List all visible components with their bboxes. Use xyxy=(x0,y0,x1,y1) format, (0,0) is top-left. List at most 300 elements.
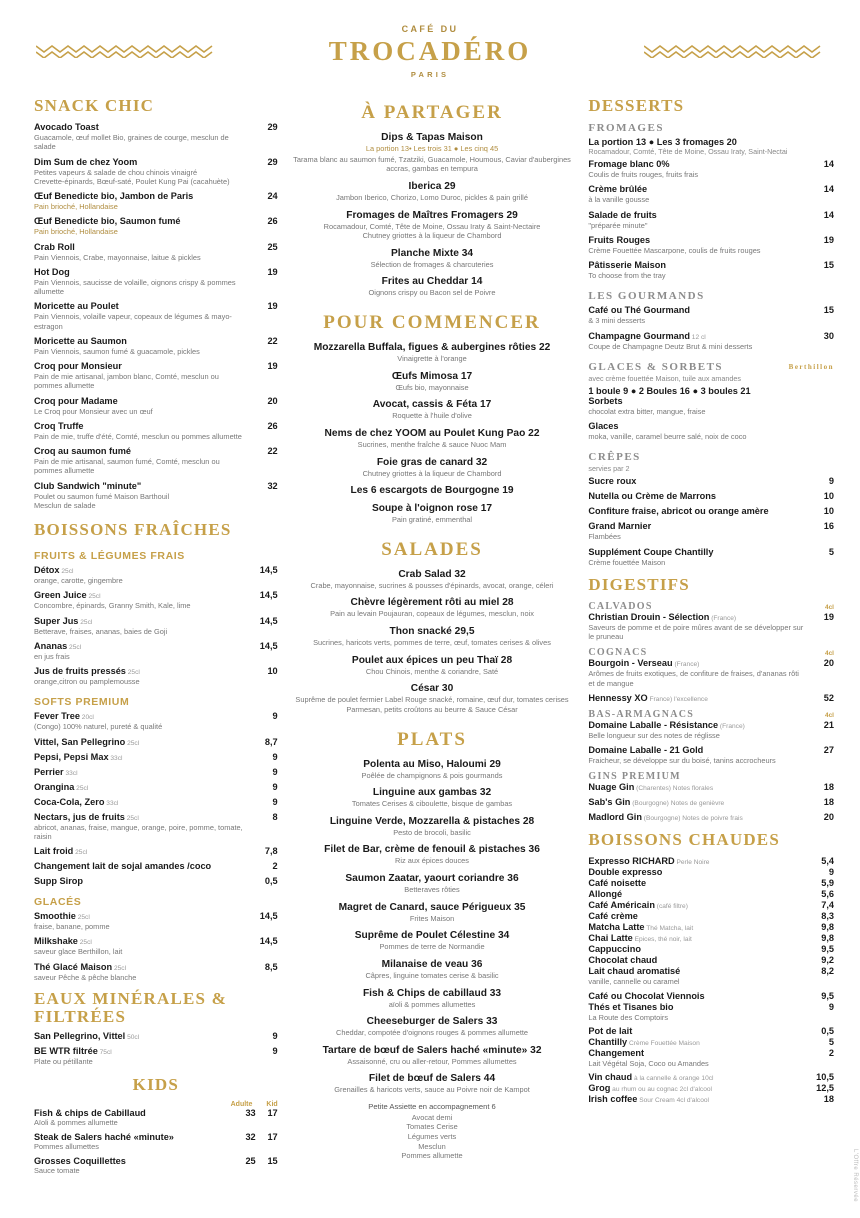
jus-price: 10 xyxy=(267,666,278,676)
glaces-items-list xyxy=(588,396,834,442)
boisson-chaude-item xyxy=(588,1048,834,1068)
commencer-desc-line: Sucrines, menthe fraîche & sauce Nuoc Mam xyxy=(357,439,507,449)
digestif-row xyxy=(588,812,834,822)
commencer-name: Œufs Mimosa 17 xyxy=(391,370,473,382)
soft-row xyxy=(34,876,278,886)
column-right xyxy=(578,96,850,1180)
accompagnement-title: Petite Assiette en accompagnement 6 xyxy=(368,1102,496,1111)
column-left xyxy=(10,96,286,1180)
accompagnement-block xyxy=(292,1102,573,1161)
partager-desc-line: Chutney griottes à la liqueur de Chambord xyxy=(362,231,502,241)
dessert-price: 14 xyxy=(823,209,834,220)
soft-row xyxy=(34,846,278,856)
boisson-chaude-row xyxy=(588,955,834,965)
eau-desc-line: Plate ou pétillante xyxy=(34,1057,93,1067)
boisson-chaude-item xyxy=(588,922,834,932)
dessert-name: Fruits Rouges xyxy=(588,234,651,245)
menu-header xyxy=(0,0,860,96)
subsection-les-gourmands: LES GOURMANDS xyxy=(588,290,705,303)
crepe-desc-line: Flambées xyxy=(588,532,621,542)
snack-desc-line: Poulet ou saumon fumé Maison Barthouil xyxy=(34,491,170,501)
boisson-chaude-item xyxy=(588,1026,834,1036)
snack-desc xyxy=(34,227,249,236)
gourmand-item xyxy=(588,331,834,351)
boisson-chaude-name: Café ou Chocolat Viennois xyxy=(588,990,705,1001)
jus-item xyxy=(34,565,278,585)
soft-price: 9 xyxy=(272,766,278,777)
glace-desc-line: saveur Pêche & pêche blanche xyxy=(34,972,137,982)
partager-desc xyxy=(292,288,573,298)
kids-desc: Pommes allumettes xyxy=(34,1141,99,1151)
boisson-chaude-row xyxy=(588,933,834,943)
partager-item xyxy=(292,210,573,241)
partager-desc xyxy=(292,144,573,154)
boisson-chaude-item xyxy=(588,933,834,943)
dessert-desc xyxy=(588,221,803,230)
plat-item xyxy=(292,988,573,1010)
snack-price: 24 xyxy=(267,191,278,201)
crepe-item xyxy=(588,547,834,567)
glace-sorbet-desc xyxy=(588,432,803,441)
salade-name: Poulet aux épices un peu Thaï 28 xyxy=(351,654,513,666)
soft-price: 7,8 xyxy=(264,846,278,856)
soft-item xyxy=(34,797,278,807)
digestif-group-cl: 4cl xyxy=(824,650,834,658)
crepe-name: Confiture fraise, abricot ou orange amère xyxy=(588,506,769,517)
boisson-chaude-row xyxy=(588,856,834,866)
snack-price: 19 xyxy=(267,266,278,277)
soft-name: Supp Sirop xyxy=(34,876,83,886)
boisson-chaude-price: 9 xyxy=(828,1001,834,1012)
boisson-chaude-row xyxy=(588,922,834,932)
commencer-desc xyxy=(292,411,573,421)
soft-size: 25cl xyxy=(73,849,88,856)
berthillon-badge: Berthillon xyxy=(788,362,834,371)
boisson-chaude-price: 8,3 xyxy=(821,911,834,922)
plat-name: Filet de bœuf de Salers 44 xyxy=(368,1073,496,1085)
kids-name: Fish & chips de Cabillaud xyxy=(34,1107,146,1118)
gourmand-name: Café ou Thé Gourmand xyxy=(588,305,690,316)
digestif-item xyxy=(588,782,834,792)
boisson-chaude-item xyxy=(588,1094,834,1104)
kids-desc: Sauce tomate xyxy=(34,1166,80,1176)
glace-item xyxy=(34,936,278,956)
snack-name: Club Sandwich "minute" xyxy=(34,480,142,491)
snack-desc xyxy=(34,347,249,356)
digestif-item xyxy=(588,658,834,688)
soft-item xyxy=(34,812,278,842)
crepe-price: 16 xyxy=(823,521,834,532)
boisson-chaude-item xyxy=(588,955,834,965)
soft-row xyxy=(34,812,278,822)
dessert-price: 14 xyxy=(823,159,834,169)
plat-desc-line: Tomates Cerises & ciboulette, bisque de gambas xyxy=(351,799,513,809)
soft-name: Lait froid 25cl xyxy=(34,846,88,856)
boisson-chaude-row xyxy=(588,889,834,899)
boisson-chaude-price: 12,5 xyxy=(816,1083,834,1093)
subsection-fromages: FROMAGES xyxy=(588,122,664,134)
boisson-chaude-item xyxy=(588,944,834,954)
snack-row xyxy=(34,481,278,491)
snack-item xyxy=(34,421,278,441)
digestif-row xyxy=(588,720,834,730)
boisson-chaude-price: 9,8 xyxy=(821,933,834,944)
digestif-group-name: GINS PREMIUM xyxy=(588,771,681,783)
dessert-desc xyxy=(588,246,803,255)
digestif-price: 18 xyxy=(823,782,834,793)
plat-desc xyxy=(292,771,573,781)
boisson-chaude-row xyxy=(588,966,834,976)
crepes-list xyxy=(588,476,834,567)
boisson-chaude-item xyxy=(588,1037,834,1047)
snack-price: 25 xyxy=(267,241,278,252)
jus-row xyxy=(34,616,278,626)
partager-name: Dips & Tapas Maison xyxy=(381,132,483,143)
soft-name: Perrier 33cl xyxy=(34,766,78,777)
boisson-chaude-note: au rhum ou au cognac 2cl d'alcool xyxy=(610,1086,713,1093)
eau-item xyxy=(34,1046,278,1066)
digestif-group-header xyxy=(588,601,834,612)
digestif-name: Sab's Gin (Bourgogne) Notes de genièvre xyxy=(588,797,725,808)
boisson-chaude-row xyxy=(588,1048,834,1058)
plat-name: Milanaise de veau 36 xyxy=(381,958,483,970)
kids-name: Grosses Coquillettes xyxy=(34,1156,126,1167)
snack-row xyxy=(34,336,278,346)
jus-size: 25cl xyxy=(78,618,93,626)
plats-list xyxy=(292,759,573,1096)
boisson-chaude-price: 9 xyxy=(828,867,834,878)
crepe-desc xyxy=(588,558,803,567)
dessert-name: Crème brûlée xyxy=(588,184,648,195)
plat-desc-line: Pesto de brocoli, basilic xyxy=(393,827,471,837)
glace-name: Milkshake 25cl xyxy=(34,936,92,947)
salades-list xyxy=(292,569,573,715)
snack-row xyxy=(34,267,278,277)
kids-col-kid: Kid xyxy=(266,1100,278,1108)
digestif-desc: Saveurs de pomme et de poire mûres avant de se développer sur le pruneau xyxy=(588,622,804,641)
snack-price: 19 xyxy=(267,301,278,312)
snack-desc xyxy=(34,457,249,476)
snack-desc-line: Mesclun de salade xyxy=(34,500,96,510)
soft-desc xyxy=(34,823,249,842)
soft-item xyxy=(34,767,278,777)
partager-desc-line: Oignons crispy ou Bacon sel de Poivre xyxy=(368,288,496,298)
salade-name: César 30 xyxy=(410,683,454,695)
snack-item xyxy=(34,242,278,262)
crepe-item xyxy=(588,476,834,486)
commencer-desc xyxy=(292,515,573,525)
plat-desc xyxy=(292,1000,573,1010)
crepes-subtitle: servies par 2 xyxy=(588,464,630,474)
plat-desc xyxy=(292,1057,573,1067)
glace-sorbet-desc-line: chocolat extra bitter, mangue, fraise xyxy=(588,406,706,416)
boisson-chaude-name: Expresso RICHARD Perle Noire xyxy=(588,856,710,867)
snack-desc-line: Pain brioché, Hollandaise xyxy=(34,227,118,237)
plat-desc xyxy=(292,971,573,981)
boisson-chaude-price: 5 xyxy=(828,1036,834,1047)
snack-name: Croq Truffe xyxy=(34,420,84,431)
fromages-portion-line xyxy=(588,137,834,147)
dessert-price: 14 xyxy=(823,184,834,195)
salade-desc xyxy=(292,667,573,677)
snack-item xyxy=(34,301,278,331)
kids-list xyxy=(34,1108,278,1176)
soft-name: Fever Tree 20cl xyxy=(34,711,94,722)
plat-desc xyxy=(292,914,573,924)
digestif-group-header xyxy=(588,709,834,720)
digestif-price: 20 xyxy=(823,658,834,669)
salade-desc xyxy=(292,581,573,591)
crepe-item xyxy=(588,506,834,516)
crepe-item xyxy=(588,521,834,541)
snack-name: Avocado Toast xyxy=(34,122,99,132)
snack-price: 22 xyxy=(267,335,278,346)
pour-commencer-list xyxy=(292,342,573,525)
boisson-chaude-desc: La Route des Comptoirs xyxy=(588,1012,669,1022)
snack-row xyxy=(34,216,278,226)
soft-price: 9 xyxy=(272,711,278,722)
glace-sorbet-desc xyxy=(588,407,803,416)
digestif-row xyxy=(588,745,834,755)
boisson-chaude-price: 8,2 xyxy=(821,966,834,977)
snack-desc-line: Guacamole, œuf mollet Bio, graines de courge, mesclun de salade xyxy=(34,133,229,152)
eau-price: 9 xyxy=(272,1031,278,1042)
boisson-chaude-desc: vanille, cannelle ou caramel xyxy=(588,977,680,987)
digestif-group-name: CALVADOS xyxy=(588,600,653,612)
boisson-chaude-row xyxy=(588,944,834,954)
soft-price: 8,7 xyxy=(264,736,278,747)
plat-desc xyxy=(292,1085,573,1095)
partager-desc xyxy=(292,193,573,203)
jus-frais-list xyxy=(34,565,278,686)
boisson-chaude-note: (café filtre) xyxy=(654,903,688,911)
soft-row xyxy=(34,711,278,721)
boisson-chaude-name: Irish coffee Sour Cream 4cl d'alcool xyxy=(588,1094,710,1104)
kids-price-adult: 33 xyxy=(245,1107,256,1118)
plat-name: Linguine aux gambas 32 xyxy=(372,787,492,799)
gourmand-price: 30 xyxy=(823,330,834,341)
partager-item xyxy=(292,132,573,174)
kids-item xyxy=(34,1132,278,1151)
boisson-chaude-price: 9,2 xyxy=(821,955,834,966)
digestif-row xyxy=(588,693,834,703)
crepe-row xyxy=(588,476,834,486)
snack-desc-line: Crevette-épinards, Bœuf-saté, Poulet Kung Pai (cacahuète) xyxy=(34,176,230,186)
digestif-name: Nuage Gin (Charentes) Notes florales xyxy=(588,782,714,793)
digestif-name: Domaine Laballe - Résistance (France) xyxy=(588,719,745,730)
boisson-chaude-name: Café noisette xyxy=(588,878,647,889)
plat-item xyxy=(292,959,573,981)
snack-row xyxy=(34,396,278,406)
gourmand-row xyxy=(588,305,834,315)
glace-sorbet-row xyxy=(588,421,834,431)
soft-name: Changement lait de sojal amandes /coco xyxy=(34,861,212,871)
commencer-desc xyxy=(292,383,573,393)
boisson-chaude-price: 7,4 xyxy=(821,900,834,911)
crepe-price: 10 xyxy=(823,491,834,502)
digestif-name: Bourgoin - Verseau (France) xyxy=(588,658,700,669)
crepe-price: 5 xyxy=(828,546,834,557)
dessert-item xyxy=(588,260,834,280)
plat-desc-line: Grenailles & haricots verts, sauce au Poivre noir de Kampot xyxy=(334,1085,530,1095)
gourmand-item xyxy=(588,305,834,325)
glace-size: 25cl xyxy=(77,939,92,947)
plat-item xyxy=(292,873,573,895)
plat-desc-line: Riz aux épices douces xyxy=(395,856,469,866)
salade-desc-line: Sucrines, haricots verts, pommes de terre, œuf, tomates cerises & olives xyxy=(313,638,551,647)
fromages-description: Rocamadour, Comté, Tête de Moine, Ossau Iraty, Saint-Nectai xyxy=(588,147,788,156)
jus-desc xyxy=(34,601,249,610)
desserts-list xyxy=(588,159,834,280)
glace-sorbet-name: Glaces xyxy=(588,421,619,431)
salade-desc xyxy=(292,695,573,714)
digestif-origin: France) l'excellence xyxy=(647,695,708,703)
jus-size: 25cl xyxy=(59,568,74,575)
soft-desc-line: abricot, ananas, fraise, mangue, orange, poire, pomme, tomate, raisin xyxy=(34,822,243,841)
section-title-salades: SALADES xyxy=(381,538,483,560)
dessert-desc-line: Coulis de fruits rouges, fruits frais xyxy=(588,170,699,179)
dessert-desc xyxy=(588,271,803,280)
snack-item xyxy=(34,396,278,416)
snack-item xyxy=(34,157,278,187)
soft-item xyxy=(34,846,278,856)
snack-item xyxy=(34,481,278,511)
digestif-group-name: COGNACS xyxy=(588,647,648,659)
boisson-chaude-note: Crème Fouettée Maison xyxy=(627,1039,700,1047)
salade-name: Thon snacké 29,5 xyxy=(389,626,475,637)
snack-desc xyxy=(34,372,249,391)
digestif-desc: Fraicheur, se développe sur du boisé, tanins accrocheurs xyxy=(588,756,776,765)
plat-desc xyxy=(292,828,573,838)
snack-desc-line: Pain de mie artisanal, saumon fumé, Comté, mesclun ou pommes allumette xyxy=(34,457,220,476)
glace-desc xyxy=(34,922,249,931)
kids-price-adult: 32 xyxy=(245,1131,256,1142)
glace-name: Thé Glacé Maison 25cl xyxy=(34,961,127,972)
glace-price: 14,5 xyxy=(259,911,278,921)
plat-desc-line: Câpres, linguine tomates cerise & basilic xyxy=(365,970,499,980)
partager-desc-line: Sélection de fromages & charcuteries xyxy=(370,259,494,269)
boisson-chaude-item xyxy=(588,900,834,910)
digestif-origin: (Bourgogne) Notes de poivre frais xyxy=(641,815,743,823)
commencer-name: Avocat, cassis & Féta 17 xyxy=(372,399,492,411)
brand-city: PARIS xyxy=(410,70,450,79)
vertical-footer-note: L'Offre Réservée xyxy=(852,1148,858,1202)
boisson-chaude-price: 2 xyxy=(828,1047,834,1058)
digestifs-list xyxy=(588,601,834,823)
crepe-name: Nutella ou Crème de Marrons xyxy=(588,491,717,502)
boisson-chaude-note: Thé Matcha, lait xyxy=(644,925,694,933)
dessert-desc-line: à la vanille gousse xyxy=(588,195,650,205)
crepe-row xyxy=(588,491,834,501)
snack-row xyxy=(34,361,278,371)
boisson-chaude-item xyxy=(588,878,834,888)
snack-desc xyxy=(34,432,249,441)
digestif-origin: (France) xyxy=(709,614,737,622)
gourmand-desc-line: Coupe de Champagne Deutz Brut & mini desserts xyxy=(588,341,753,351)
plat-item xyxy=(292,902,573,924)
boisson-chaude-name: Lait chaud aromatisé xyxy=(588,966,681,977)
jus-name: Détox 25cl xyxy=(34,565,74,575)
commencer-name: Soupe à l'oignon rose 17 xyxy=(371,503,493,515)
snack-desc-line: Pain brioché, Hollandaise xyxy=(34,202,118,211)
gourmand-size: 12 cl xyxy=(689,333,706,341)
jus-desc-line: Concombre, épinards, Granny Smith, Kale, lime xyxy=(34,601,191,611)
crepe-name: Sucre roux xyxy=(588,476,637,487)
snack-row xyxy=(34,242,278,252)
digestif-item xyxy=(588,812,834,822)
boisson-chaude-row xyxy=(588,1094,834,1104)
soft-item xyxy=(34,752,278,762)
glace-size: 25cl xyxy=(112,964,127,972)
snack-price: 20 xyxy=(267,395,278,406)
snack-item xyxy=(34,191,278,211)
boisson-chaude-price: 5,6 xyxy=(821,889,834,900)
snack-name: Œuf Benedicte bio, Saumon fumé xyxy=(34,216,181,227)
digestif-name: Madlord Gin (Bourgogne) Notes de poivre frais xyxy=(588,812,743,823)
partager-desc2-line: Tarama blanc au saumon fumé, Tzatziki, Guacamole, Houmous, Caviar d'aubergines xyxy=(293,154,571,164)
jus-desc xyxy=(34,677,249,686)
plat-name: Linguine Verde, Mozzarella & pistaches 28 xyxy=(329,815,535,827)
digestif-group-name: BAS-ARMAGNACS xyxy=(588,708,695,720)
snack-price: 29 xyxy=(267,122,278,132)
plat-item xyxy=(292,1073,573,1095)
eau-row xyxy=(34,1046,278,1056)
dessert-price: 15 xyxy=(823,260,834,270)
subsection-softs-premium: SOFTS PREMIUM xyxy=(34,696,130,709)
soft-name: Orangina 25cl xyxy=(34,781,89,792)
glace-sorbet-row xyxy=(588,396,834,406)
gourmand-price: 15 xyxy=(823,305,834,316)
eau-size: 50cl xyxy=(125,1034,140,1042)
dessert-row xyxy=(588,184,834,194)
salade-desc-line: Chou Chinois, menthe & coriandre, Saté xyxy=(365,666,499,676)
section-title-plats: PLATS xyxy=(397,728,467,750)
boisson-chaude-price: 0,5 xyxy=(821,1025,834,1036)
soft-size: 33cl xyxy=(63,769,78,777)
glace-sorbet-name: Sorbets xyxy=(588,395,623,406)
boisson-chaude-name: Chocolat chaud xyxy=(588,955,658,966)
snack-desc xyxy=(34,253,249,262)
snack-item xyxy=(34,122,278,152)
glaces-sorbets-label: GLACES & SORBETS xyxy=(588,360,724,373)
digestif-name: Hennessy XO France) l'excellence xyxy=(588,692,708,703)
boisson-chaude-name: Pot de lait xyxy=(588,1025,633,1036)
brand-name: TROCADÉRO xyxy=(328,36,532,66)
partager-desc-line: Rocamadour, Comté, Tête de Moine, Ossau Iraty & Saint-Nectaire xyxy=(323,221,541,231)
digestif-group-cl: 4cl xyxy=(824,603,834,611)
digestif-name: Christian Drouin - Sélection (France) xyxy=(588,611,737,622)
jus-size: 25cl xyxy=(86,593,101,601)
commencer-desc-line: Pain gratiné, emmenthal xyxy=(391,515,473,525)
crepe-row xyxy=(588,506,834,516)
eau-name: BE WTR filtrée 75cl xyxy=(34,1046,112,1057)
crepe-row xyxy=(588,547,834,557)
glace-name: Smoothie 25cl xyxy=(34,911,90,921)
salade-item xyxy=(292,597,573,619)
boisson-chaude-note: Perle Noire xyxy=(674,859,710,867)
soft-price: 2 xyxy=(272,861,278,871)
snack-desc xyxy=(34,407,249,416)
section-title-desserts: DESSERTS xyxy=(588,96,685,115)
commencer-desc xyxy=(292,440,573,450)
snack-row xyxy=(34,421,278,431)
plat-desc xyxy=(292,942,573,952)
boissons-chaudes-list xyxy=(588,856,834,1104)
snack-price: 26 xyxy=(267,216,278,227)
plat-item xyxy=(292,1045,573,1067)
plat-desc xyxy=(292,885,573,895)
snack-price: 29 xyxy=(267,156,278,167)
